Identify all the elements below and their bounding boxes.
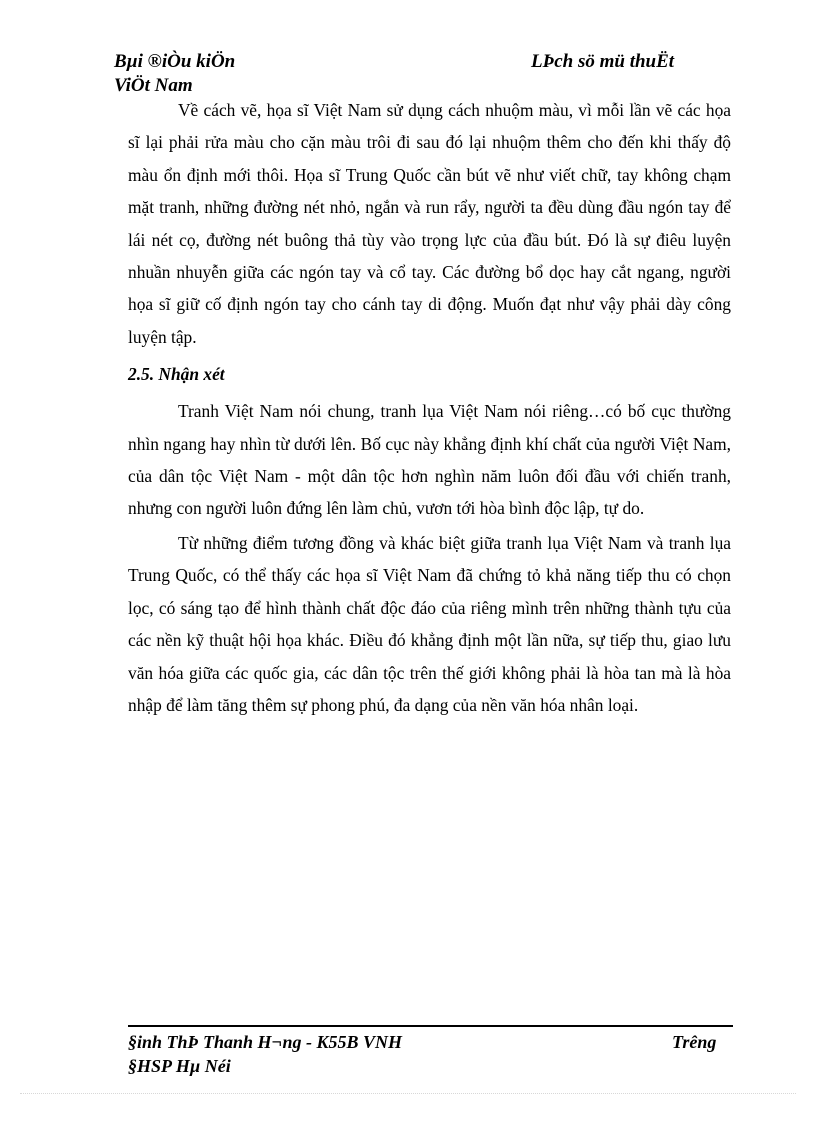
body-paragraph-2: Tranh Việt Nam nói chung, tranh lụa Việt Nam nói riêng…có bố cục thường nhìn ngang hay nhìn từ dưới lên. Bố cục này khẳng định khí chất của người Việt Nam, của dân tộc Việt Nam - một dân tộc hơn nghìn năm luôn đối đầu với chiến tranh, nhưng con người luôn đứng lên làm chủ, vươn tới hòa bình độc lập, tự do.: [128, 401, 731, 519]
footer-divider: [128, 1025, 733, 1027]
footer-right: Trêng: [672, 1032, 717, 1052]
header-subject: LÞch sö mü thuËt: [531, 51, 675, 72]
page-body: [128, 94, 731, 721]
body-paragraph-1: Về cách vẽ, họa sĩ Việt Nam sử dụng cách nhuộm màu, vì mỗi lần vẽ các họa sĩ lại phải rửa màu cho cặn màu trôi đi sau đó lại nhuộm thêm cho đến khi thấy độ màu ổn định mới thôi. Họa sĩ Trung Quốc cần bút vẽ như viết chữ, tay không chạm mặt tranh, những đường nét nhỏ, ngắn và run rẩy, người ta đều dùng đầu ngón tay để lái nét cọ, đường nét buông thả tùy vào trọng lực của đầu bút. Đó là sự điêu luyện nhuần nhuyễn giữa các ngón tay và cổ tay. Các đường bổ dọc hay cắt ngang, người họa sĩ giữ cố định ngón tay cho cánh tay di động. Muốn đạt như vậy phải dày công luyện tập.: [128, 100, 731, 347]
header-left: [114, 50, 235, 98]
footer-left: [128, 1030, 402, 1078]
footer-school: §HSP Hµ Néi: [128, 1056, 231, 1076]
footer-author: §inh ThÞ Thanh H¬ng - K55B VNH: [128, 1032, 402, 1052]
section-heading: 2.5. Nhận xét: [128, 364, 225, 385]
header-title-line2: ViÖt Nam: [114, 75, 193, 96]
page-edge-dots: [20, 1093, 796, 1094]
header-title-line1: Bµi ®iÒu kiÖn: [114, 51, 236, 72]
body-paragraph-3: Từ những điểm tương đồng và khác biệt giữa tranh lụa Việt Nam và tranh lụa Trung Quốc, có thể thấy các họa sĩ Việt Nam đã chứng tỏ khả năng tiếp thu có chọn lọc, có sáng tạo để hình thành chất độc đáo của riêng mình trên những thành tựu của các nền kỹ thuật hội họa khác. Điều đó khẳng định một lần nữa, sự tiếp thu, giao lưu văn hóa giữa các quốc gia, các dân tộc trên thế giới không phải là hòa tan mà là hòa nhập để làm tăng thêm sự phong phú, đa dạng của nền văn hóa nhân loại.: [128, 532, 731, 715]
